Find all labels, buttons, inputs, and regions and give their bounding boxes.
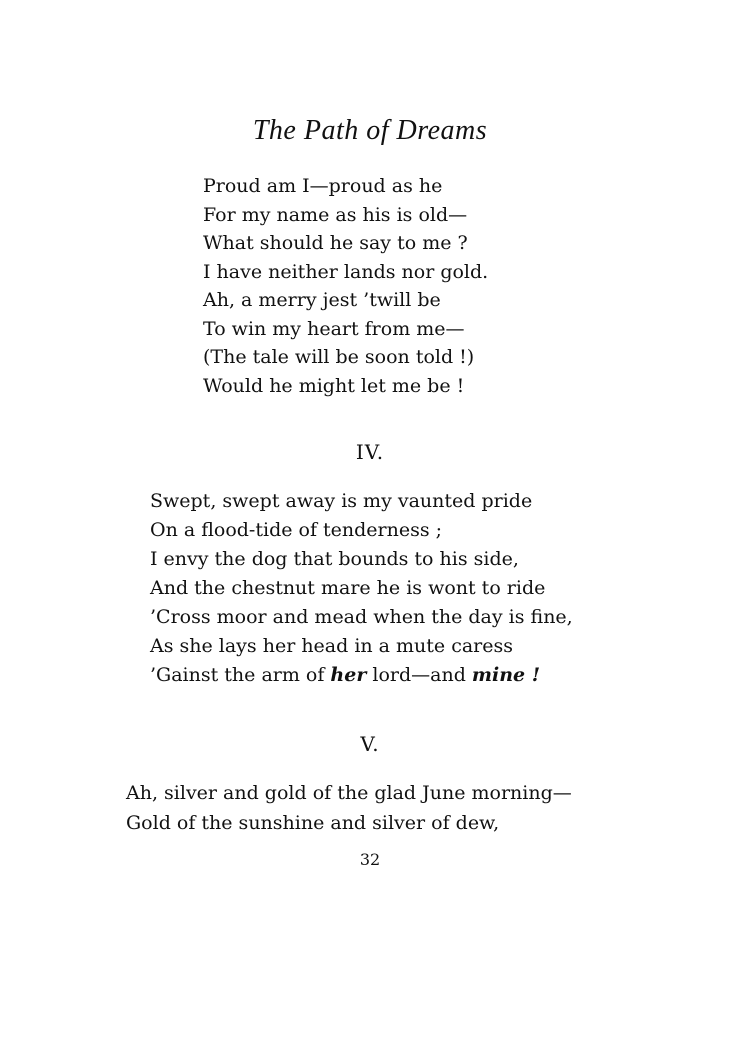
poem-line: For my name as his is old— bbox=[203, 203, 468, 226]
poem-line: As she lays her head in a mute caress bbox=[150, 635, 514, 657]
poem-line: Ah, a merry jest ’twill be bbox=[203, 289, 441, 311]
poem-line: I have neither lands nor gold. bbox=[203, 260, 489, 283]
poem-line-final bbox=[150, 661, 573, 690]
poem-line: Would he might let me be ! bbox=[203, 374, 465, 397]
poem-line: To win my heart from me— bbox=[203, 317, 465, 340]
poem-line: ’Cross moor and mead when the day is fine, bbox=[150, 606, 573, 628]
poem-line: Swept, swept away is my vaunted pride bbox=[150, 490, 533, 512]
poem-line: (The tale will be soon told !) bbox=[203, 346, 475, 368]
poem-line: I envy the dog that bounds to his side, bbox=[150, 548, 519, 570]
poem-line: What should he say to me ? bbox=[203, 232, 468, 254]
emphasis-her: her bbox=[330, 664, 367, 686]
poem-line: Proud am I—proud as he bbox=[203, 175, 443, 197]
section-heading-v: V. bbox=[360, 732, 380, 756]
poem-line: On a flood-tide of tenderness ; bbox=[150, 519, 443, 541]
poem-line: Ah, silver and gold of the glad June morning— bbox=[126, 782, 572, 804]
stanza-v bbox=[126, 778, 572, 838]
stanza-continued bbox=[203, 172, 488, 400]
page-number: 32 bbox=[359, 850, 381, 869]
section-heading-iv: IV. bbox=[355, 440, 385, 464]
poem-line: And the chestnut mare he is wont to ride bbox=[150, 577, 546, 599]
line-text: lord—and bbox=[366, 664, 472, 686]
line-text: ’Gainst the arm of bbox=[150, 664, 331, 686]
running-title: The Path of Dreams bbox=[252, 115, 488, 146]
stanza-iv bbox=[150, 487, 573, 690]
poem-line: Gold of the sunshine and silver of dew, bbox=[126, 812, 500, 834]
emphasis-mine: mine ! bbox=[471, 664, 541, 686]
